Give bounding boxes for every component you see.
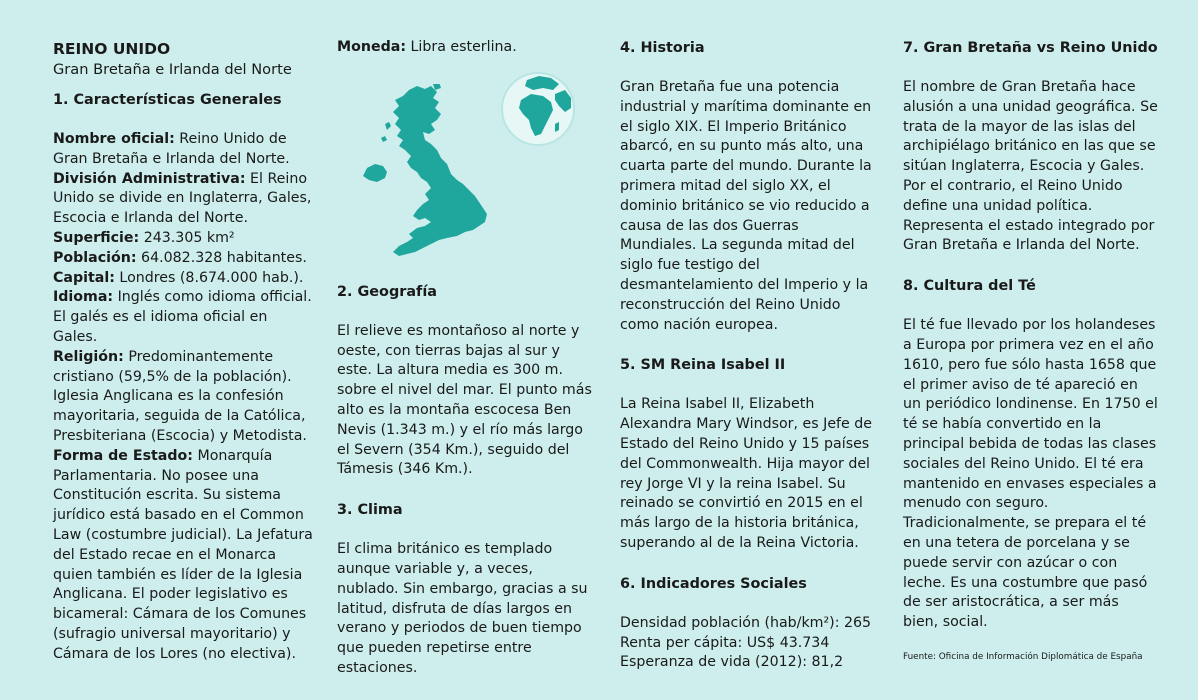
section-heading-geografia: 2. Geografía	[337, 283, 437, 300]
superficie-label: Superficie:	[53, 229, 140, 246]
section-heading-historia: 4. Historia	[620, 40, 705, 56]
section-heading-clima: 3. Clima	[337, 502, 403, 519]
idioma-text: Inglés como idioma official. El galés es el idioma oficial en Gales.	[53, 289, 312, 345]
division-label: División Administrativa:	[53, 170, 246, 187]
fuente-text: Fuente: Oficina de Información Diplomática de España	[903, 651, 1143, 662]
reina-text: La Reina Isabel II, Elizabeth Alexandra Mary Windsor, es Jefe de Estado del Reino Unido y 15 países del Commonwealth. Hija mayor del rey Jorge VI y la reina Isabel. Su reinado se convirtió en 2015 en el más largo de la historia británica, superando al de la Reina Victoria.	[620, 396, 873, 551]
te-text: El té fue llevado por los holandeses a Europa por primera vez en el año 1610, pero fue sólo hasta 1658 que el primer aviso de té apareció en un periódico londinense. En 1750 el té se había convertido en la principal bebida de todas las clases sociales del Reino Unido. El té era mantenido en envases especiales a menudo con seguro. Tradicionalmente, se prepara el té en una tetera de porcelana y se puede servir con azúcar o con leche. Es una costumbre que pasó de ser aristocrática, a ser más bien, social.	[903, 317, 1158, 631]
moneda-text: Libra esterlina.	[406, 39, 517, 55]
densidad-text: Densidad población (hab/km²): 265	[620, 614, 872, 631]
page-title: REINO UNIDO	[53, 40, 171, 58]
maps-illustration	[337, 70, 592, 278]
poblacion-text: 64.082.328 habitantes.	[136, 249, 307, 266]
column-gran-bretana	[903, 38, 1158, 663]
clima-text: El clima británico es templado aunque variable y, a veces, nublado. Sin embargo, gracias a su latitud, disfruta de días largos en verano y periodos de buen tiempo que pueden repetirse entre estaciones.	[337, 541, 588, 676]
poblacion	[53, 249, 315, 269]
religion-text: Predominantemente cristiano (59,5% de la población). Iglesia Anglicana es la confesión mayoritaria, seguida de la Católica, Presbiteriana (Escocia) y Metodista.	[53, 348, 307, 444]
superficie	[53, 229, 315, 249]
superficie-text: 243.305 km²	[139, 229, 235, 246]
idioma-label: Idioma:	[53, 289, 114, 306]
moneda-label: Moneda:	[337, 39, 406, 55]
section-heading-te: 8. Cultura del Té	[903, 278, 1036, 295]
section-heading-caracteristicas: 1. Características Generales	[53, 92, 282, 108]
geografia-text: El relieve es montañoso al norte y oeste, con tierras bajas al sur y este. La altura media es 300 m. sobre el nivel del mar. El punto más alto es la montaña escocesa Ben Nevis (1.343 m.) y el río más largo el Severn (354 Km.), seguido del Támesis (346 Km.).	[337, 322, 592, 478]
historia-text: Gran Bretaña fue una potencia industrial y marítima dominante en el siglo XIX. El Imperio Británico abarcó, en su punto más alto, una cuarta parte del mundo. Durante la primera mitad del siglo XX, el dominio británico se vio reducido a causa de las dos Guerras Mundiales. La segunda mitad del siglo fue testigo del desmantelamiento del Imperio y la reconstrucción del Reino Unido como nación europea.	[620, 79, 872, 333]
globe-icon	[499, 70, 577, 148]
division-text: El Reino Unido se divide en Inglaterra, Gales, Escocia e Irlanda del Norte.	[53, 170, 312, 227]
page-subtitle: Gran Bretaña e Irlanda del Norte	[53, 61, 292, 78]
renta-text: Renta per cápita: US$ 43.734	[620, 634, 830, 651]
division-administrativa	[53, 170, 315, 229]
capital-text: Londres (8.674.000 hab.).	[114, 269, 304, 286]
forma-estado	[53, 447, 315, 665]
esperanza-text: Esperanza de vida (2012): 81,2	[620, 654, 844, 671]
religion-label: Religión:	[53, 348, 124, 365]
nombre-text: Reino Unido de Gran Bretaña e Irlanda del Norte.	[53, 131, 290, 167]
forma-label: Forma de Estado:	[53, 447, 193, 464]
section-heading-gran-bretana: 7. Gran Bretaña vs Reino Unido	[903, 40, 1158, 56]
section-heading-reina: 5. SM Reina Isabel II	[620, 357, 786, 374]
capital-label: Capital:	[53, 269, 115, 286]
uk-map-icon	[347, 84, 497, 264]
capital	[53, 269, 315, 289]
section-heading-indicadores: 6. Indicadores Sociales	[620, 575, 807, 592]
poblacion-label: Población:	[53, 249, 137, 266]
idioma	[53, 288, 315, 347]
forma-text: Monarquía Parlamentaria. No posee una Constitución escrita. Su sistema jurídico está basado en el Common Law (costumbre judicial). La Jefatura del Estado recae en el Monarca quien también es líder de la Iglesia Anglicana. El poder legislativo es bicameral: Cámara de los Comunes (sufragio universal mayoritario) y Cámara de los Lores (no electiva).	[53, 447, 313, 662]
column-general	[53, 38, 315, 665]
column-historia	[620, 38, 876, 673]
gran-bretana-text: El nombre de Gran Bretaña hace alusión a una unidad geográfica. Se trata de la mayor de las islas del archipiélago británico en las que se sitúan Inglaterra, Escocia y Gales. Por el contrario, el Reino Unido define una unidad política. Representa el estado integrado por Gran Bretaña e Irlanda del Norte.	[903, 79, 1158, 254]
nombre-oficial	[53, 130, 315, 170]
moneda	[337, 38, 592, 58]
column-geografia	[337, 38, 592, 679]
nombre-label: Nombre oficial:	[53, 131, 175, 147]
religion	[53, 348, 315, 447]
